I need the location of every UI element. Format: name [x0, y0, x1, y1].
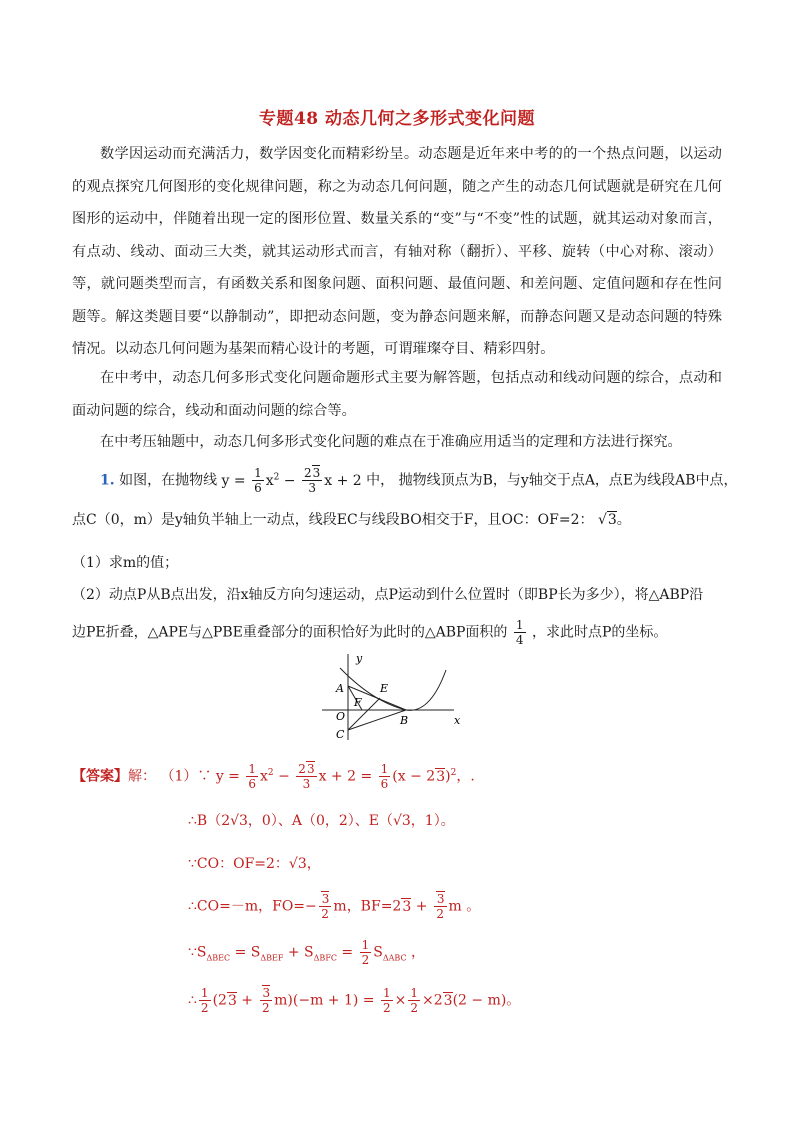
answer-line-2: ∴B（2√3，0）、A（0，2）、E（√3，1）。	[188, 813, 455, 829]
label-c: C	[336, 728, 345, 741]
problem-line-2: 点C（0，m）是y轴负半轴上一动点，线段EC与线段BO相交于F，且OC：OF=2： √3。	[72, 512, 631, 528]
question-2-line-2: 边PE折叠，△APE与△PBE重叠部分的面积恰好为此时的△ABP面积的 $\frac{1}{4}$ ，求此时点P的坐标。	[72, 618, 668, 647]
label-o: O	[336, 710, 346, 723]
one-quarter: $\frac{1}{4}$	[515, 618, 524, 647]
answer-line-6: ∴ $\frac{1}{2}$ (23 + $\frac{3}{2}$ m)(−m + 1) = $\frac{1}{2}$ × $\frac{1}{2}$ ×23(2 − m)。	[188, 986, 521, 1015]
label-a: A	[336, 682, 344, 695]
answer-tag: 【答案】	[72, 768, 128, 785]
sqrt3: √3。	[597, 512, 631, 528]
label-x: x	[454, 714, 461, 727]
segment-cb	[348, 710, 409, 730]
label-b: B	[400, 714, 409, 727]
segment-ce	[348, 698, 380, 730]
answer-line-1: 【答案】解： （1）∵ y = $\frac{1}{6}$ $x^2$ − $\frac{23}{3}$ x + 2 = $\frac{1}{6}$ $(x - 23)^2$，.	[72, 762, 475, 791]
question-1: （1）求m的值；	[72, 555, 179, 571]
intro-paragraph-3: 在中考压轴题中，动态几何多形式变化问题的难点在于准确应用适当的定理和方法进行探究。	[100, 434, 682, 450]
label-y: y	[356, 652, 363, 665]
problem-line-1: 1. 如图，在抛物线 y = $\frac{1}{6}$ $x^2$ − $\frac{23}{3}$ x + 2 中， 抛物线顶点为B，与y轴交于点A，点E为线段AB中点，	[100, 466, 738, 495]
label-e: E	[380, 682, 389, 695]
answer-line-3: ∵CO：OF=2：√3，	[188, 856, 321, 872]
answer-line-5: $\because S_{\Delta BEC} = S_{\Delta BEF} + S_{\Delta BFC}$ = $\frac{1}{2}$ $S_{\Delta ABC}$ ，	[188, 938, 426, 967]
page-title: 专题48 动态几何之多形式变化问题	[258, 109, 536, 129]
intro-paragraph-1: 数学因运动而充满活力，数学因变化而精彩纷呈。动态题是近年来中考的的一个热点问题，以运动的观点探究几何图形的变化规律问题，称之为动态几何问题，随之产生的动态几何试题就是研究在几何图形的运动中，伴随着出现一定的图形位置、数量关系的“变”与“不变”性的试题，就其运动对象而言，有点动、线动、面动三大类，就其运动形式而言，有轴对称（翻折）、平移、旋转（中心对称、滚动）等，就问题类型而言，有函数关系和图象问题、面积问题、最值问题、和差问题、定值问题和存在性问题等。解这类题目要“以静制动”，即把动态问题，变为静态问题来解，而静态问题又是动态问题的特殊情况。以动态几何问题为基架而精心设计的考题，可谓璀璨夺目、精彩四射。	[72, 146, 722, 357]
label-f: F	[354, 696, 362, 709]
question-2-line-1: （2）动点P从B点出发，沿x轴反方向匀速运动，点P运动到什么位置时（即BP长为多少），将△ABP沿	[72, 587, 704, 603]
problem-number: 1.	[100, 472, 115, 489]
intro-paragraph-2: 在中考中，动态几何多形式变化问题命题形式主要为解答题，包括点动和线动问题的综合，点动和面动问题的综合，线动和面动问题的综合等。	[72, 370, 722, 419]
parabola-equation: y = $\frac{1}{6}$ $x^2$ − $\frac{23}{3}$ x + 2	[221, 466, 367, 495]
parabola-figure	[318, 650, 468, 742]
answer-line-4: ∴CO=－m，FO=− $\frac{3}{2}$ m，BF=23 + $\frac{3}{2}$ m 。	[188, 892, 481, 921]
